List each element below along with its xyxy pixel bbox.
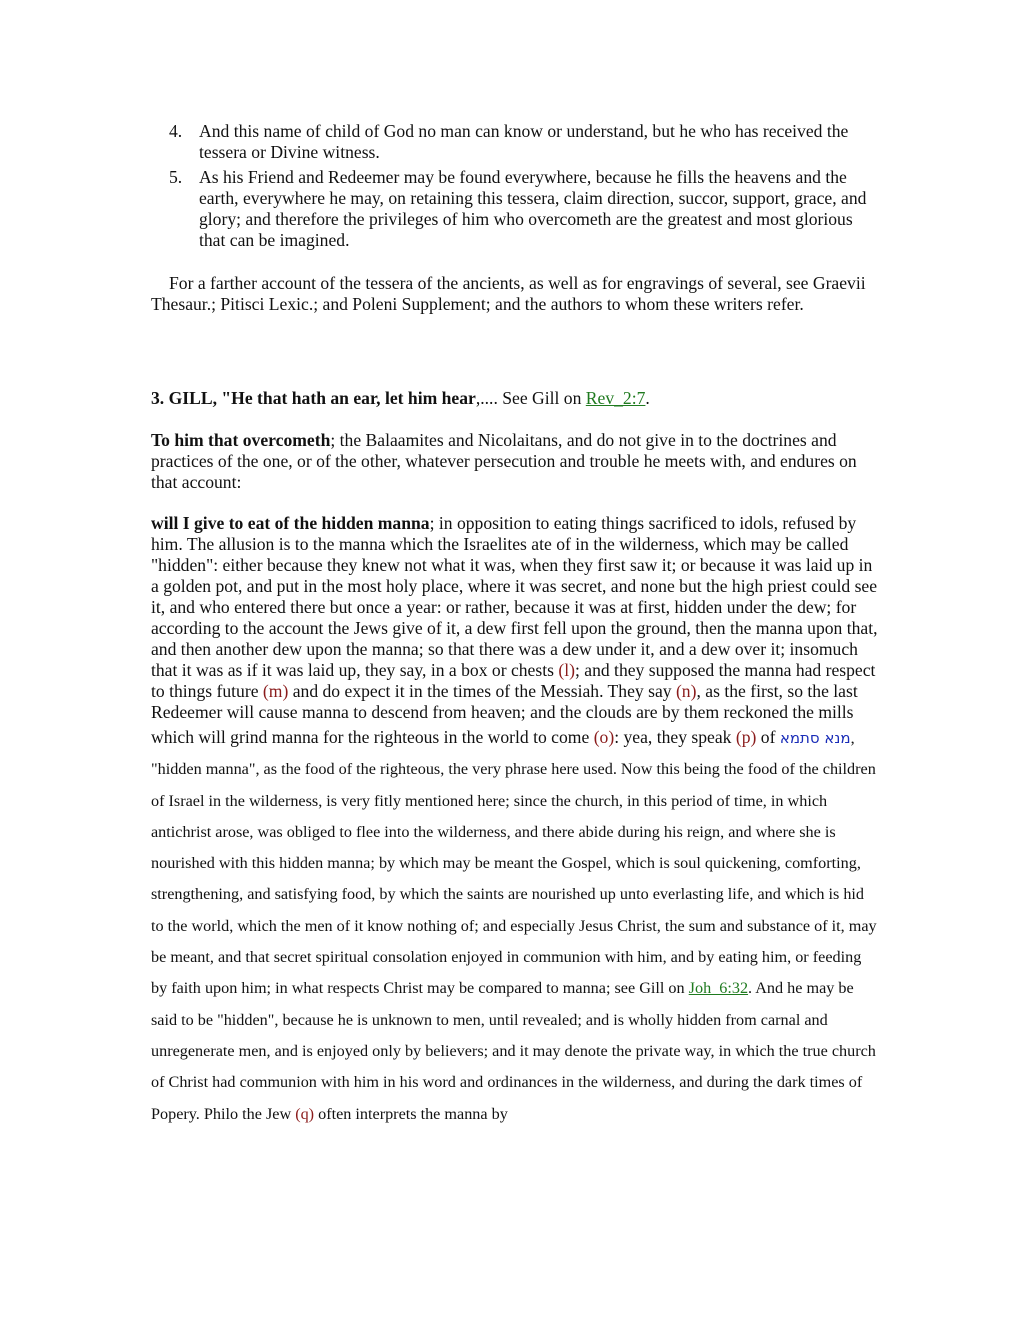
gill-heading-bold: 3. GILL, "He that hath an ear, let him hear	[151, 388, 476, 408]
list-item-text: As his Friend and Redeemer may be found everywhere, because he fills the heavens and the earth, everywhere he may, on retaining this tessera, claim direction, succor, support, grace, and glory; and therefore the privileges of him who overcometh are the greatest and most glorious that can be imagined.	[199, 167, 867, 250]
manna-text-6: of	[756, 727, 780, 747]
farther-account-paragraph: For a farther account of the tessera of the ancients, as well as for engravings of several, see Graevii Thesaur.; Pitisci Lexic.; and Poleni Supplement; and the authors to whom these writers refer.	[151, 273, 866, 314]
footnote-ref-m[interactable]: (m)	[262, 681, 289, 701]
list-item	[151, 167, 881, 251]
manna-text-7: , "hidden manna", as the food of the righteous, the very phrase here used. Now this being the food of the children of Israel in the wilderness, is very fitly mentioned here; since the church, in this period of time, in which antichrist arose, was obliged to flee into the wilderness, and there abide during his reign, and where she is nourished with this hidden manna; by which may be meant the Gospel, which is soul quickening, comforting, strengthening, and satisfying food, by which the saints are nourished up unto everlasting life, and which is hid to the world, which the men of it know nothing of; and especially Jesus Christ, the sum and substance of it, may be meant, and that secret spiritual consolation enjoyed in communion with him, and by eating him, or feeding by faith upon him; in what respects Christ may be compared to manna; see Gill on	[151, 729, 877, 998]
footnote-ref-n[interactable]: (n)	[675, 681, 697, 701]
gill-heading-text: ,.... See Gill on	[475, 388, 586, 408]
list-item	[151, 121, 881, 163]
overcometh-paragraph	[151, 430, 879, 493]
footnote-ref-o[interactable]: (o)	[593, 727, 615, 747]
manna-text-4: , as the first, so the last Redeemer will cause manna to descend from heaven; and the clouds are by them reckoned the mills which will grind manna for the righteous in the world to come	[151, 681, 858, 747]
list-item-text: And this name of child of God no man can know or understand, but he who has received the tessera or Divine witness.	[199, 121, 849, 162]
footnote-ref-p[interactable]: (p)	[735, 727, 757, 747]
manna-lower	[151, 729, 877, 1123]
gill-heading-end: .	[645, 388, 650, 408]
manna-bold: will I give to eat of the hidden manna	[151, 513, 430, 533]
manna-upper	[151, 513, 878, 747]
manna-text-2: ; and they supposed the manna had respect to things future	[151, 660, 876, 701]
footnote-ref-q[interactable]: (q)	[295, 1104, 315, 1123]
manna-text-5: : yea, they speak	[614, 727, 736, 747]
joh-6-32-link[interactable]: Joh_6:32	[688, 979, 749, 998]
manna-text-9: often interprets the manna by	[314, 1104, 508, 1123]
overcometh-text: ; the Balaamites and Nicolaitans, and do not give in to the doctrines and practices of the one, or of the other, whatever persecution and trouble he meets with, and endures on that account:	[151, 430, 857, 492]
manna-text-8: . And he may be said to be "hidden", because he is unknown to men, until revealed; and is wholly hidden from carnal and unregenerate men, and is enjoyed only by believers; and it may denote the private way, in which the true church of Christ had communion with him in his word and ordinances in the wilderness, and during the dark times of Popery. Philo the Jew	[151, 979, 876, 1123]
manna-text-3: and do expect it in the times of the Messiah. They say	[288, 681, 676, 701]
gill-heading	[151, 388, 879, 409]
overcometh-bold: To him that overcometh	[151, 430, 331, 450]
hebrew-phrase: מנא סתמא	[779, 729, 851, 747]
rev-2-7-link[interactable]: Rev_2:7	[585, 388, 646, 408]
list-number: 5.	[169, 167, 183, 187]
numbered-list	[151, 121, 881, 255]
footnote-ref-l[interactable]: (l)	[558, 660, 575, 680]
manna-text-1: ; in opposition to eating things sacrificed to idols, refused by him. The allusion is to the manna which the Israelites ate of in the wilderness, which may be called "hidden": either because they knew not what it was, when they first saw it; or because it was laid up in a golden pot, and put in the most holy place, where it was secret, and none but the high priest could see it, and who entered there but once a year: or rather, because it was at first, hidden under the dew; for according to the account the Jews give of it, a dew first fell upon the ground, then the manna upon that, and then another dew upon the manna; so that there was a dew under it, and a dew over it; insomuch that it was as if it was laid up, they say, in a box or chests	[151, 513, 878, 680]
hidden-manna-paragraph	[151, 513, 879, 1130]
list-number: 4.	[169, 121, 183, 141]
